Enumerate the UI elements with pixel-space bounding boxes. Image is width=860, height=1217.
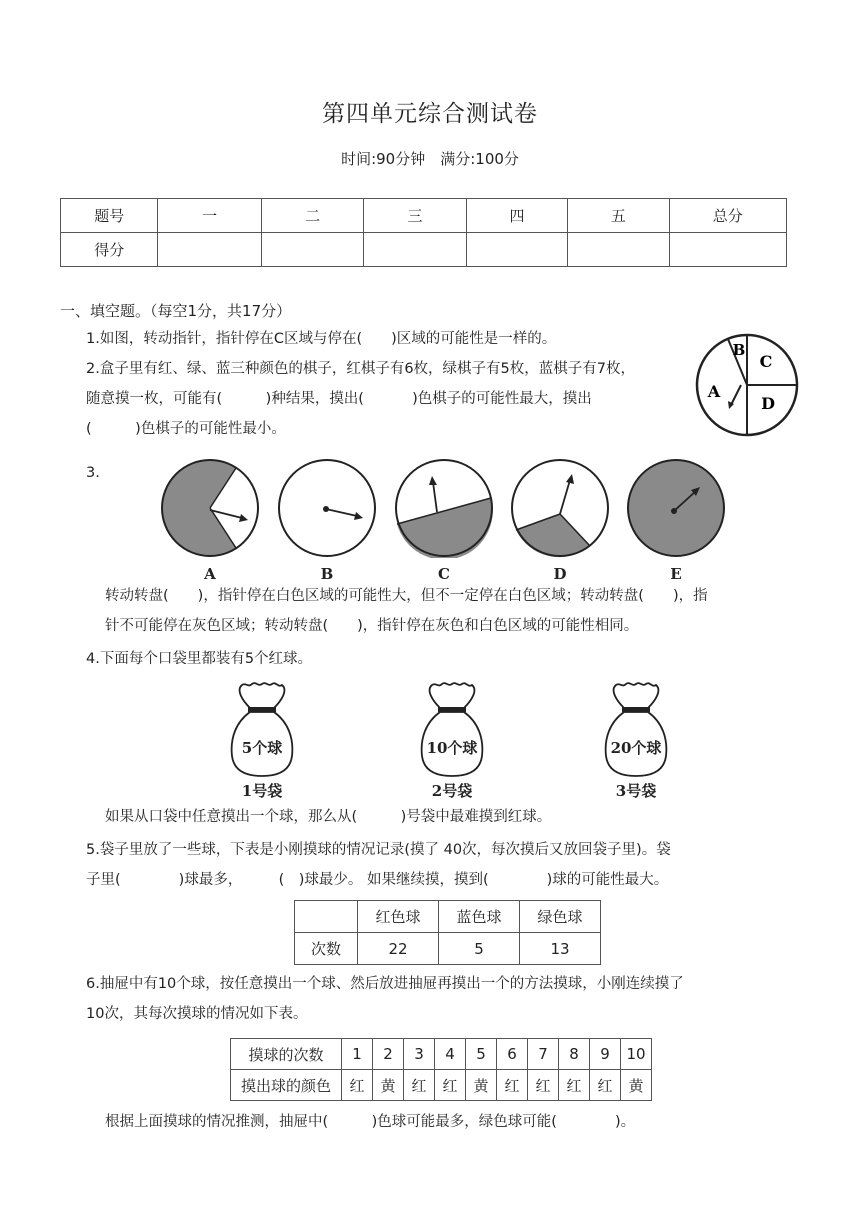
table-cell: 红 [528, 1070, 559, 1101]
table-row [295, 901, 601, 933]
question-4-ask: 如果从口袋中任意摸出一个球，那么从( )号袋中最难摸到红球。 [105, 809, 552, 825]
table-cell: 2 [373, 1039, 404, 1070]
ball-count-table [294, 900, 601, 965]
question-2-line: 随意摸一枚，可能有( )种结果，摸出( )色棋子的可能性最大，摸出 [86, 391, 592, 407]
dial-c [394, 458, 494, 558]
score-header-cell: 一 [158, 199, 261, 233]
table-cell: 黄 [373, 1070, 404, 1101]
bag-1-illustration [228, 680, 296, 778]
table-cell: 红 [497, 1070, 528, 1101]
bag-2-content: 10个球 [426, 739, 478, 757]
question-3-line: 转动转盘( )，指针停在白色区域的可能性大，但不一定停在白色区域；转动转盘( )，指 [105, 588, 708, 604]
question-3-line: 针不可能停在灰色区域；转动转盘( )，指针停在灰色和白色区域的可能性相同。 [105, 618, 639, 634]
score-cell[interactable] [364, 233, 466, 267]
dial-label-b: B [320, 565, 334, 583]
score-cell[interactable] [261, 233, 363, 267]
spinner-diagram [694, 333, 800, 437]
table-cell: 红 [404, 1070, 435, 1101]
table-cell: 黄 [466, 1070, 497, 1101]
table-header-cell: 红色球 [358, 901, 439, 933]
exam-time-score: 时间:90分钟 满分:100分 [341, 150, 519, 168]
question-5-line: 子里( )球最多， ( )球最少。 如果继续摸，摸到( )球的可能性最大。 [86, 872, 669, 888]
table-cell: 13 [520, 933, 601, 965]
dial-d [510, 458, 610, 558]
bag-1-content: 5个球 [241, 739, 283, 757]
dial-label-a: A [204, 565, 216, 583]
question-2-line: 2.盒子里有红、绿、蓝三种颜色的棋子，红棋子有6枚，绿棋子有5枚，蓝棋子有7枚， [86, 361, 636, 377]
score-cell[interactable] [158, 233, 261, 267]
table-header-cell: 摸球的次数 [231, 1039, 342, 1070]
table-cell: 22 [358, 933, 439, 965]
spinner-label-b: B [732, 341, 746, 359]
table-header-cell: 摸出球的颜色 [231, 1070, 342, 1101]
table-cell: 6 [497, 1039, 528, 1070]
question-6-ask: 根据上面摸球的情况推测，抽屉中( )色球可能最多，绿色球可能( )。 [105, 1114, 636, 1130]
dial-label-e: E [670, 565, 682, 583]
question-1: 1.如图，转动指针，指针停在C区域与停在( )区域的可能性是一样的。 [86, 331, 557, 347]
score-header-cell: 四 [466, 199, 567, 233]
table-cell: 5 [466, 1039, 497, 1070]
bag-3-label: 3号袋 [615, 782, 657, 800]
bag-3-illustration [602, 680, 670, 778]
table-cell: 9 [590, 1039, 621, 1070]
table-cell: 黄 [621, 1070, 652, 1101]
dial-label-d: D [553, 565, 567, 583]
dial-a [160, 458, 260, 558]
spinner-label-a: A [707, 382, 721, 401]
question-2-line: ( )色棋子的可能性最小。 [86, 421, 286, 437]
table-header-cell: 绿色球 [520, 901, 601, 933]
table-cell: 红 [435, 1070, 466, 1101]
score-cell[interactable] [669, 233, 786, 267]
table-cell: 红 [342, 1070, 373, 1101]
score-header-cell: 总分 [669, 199, 786, 233]
table-cell: 8 [559, 1039, 590, 1070]
table-cell: 红 [559, 1070, 590, 1101]
table-cell [295, 901, 358, 933]
section-heading: 一、填空题。（每空1分，共17分） [60, 302, 292, 320]
table-row [295, 933, 601, 965]
bag-2-illustration [418, 680, 486, 778]
bag-3-content: 20个球 [610, 739, 662, 757]
table-row [231, 1039, 652, 1070]
table-header-cell: 蓝色球 [439, 901, 520, 933]
page-title: 第四单元综合测试卷 [322, 101, 538, 127]
question-6-line: 10次，其每次摸球的情况如下表。 [86, 1006, 308, 1022]
spinner-label-d: D [761, 394, 775, 413]
score-header-cell: 五 [568, 199, 669, 233]
table-row [231, 1070, 652, 1101]
score-table [60, 198, 787, 267]
question-5-line: 5.袋子里放了一些球，下表是小刚摸球的情况记录(摸了 40次，每次摸后又放回袋子里)。袋 [86, 842, 671, 858]
table-cell: 10 [621, 1039, 652, 1070]
score-row-label: 得分 [61, 233, 158, 267]
score-header-cell: 题号 [61, 199, 158, 233]
score-cell[interactable] [466, 233, 567, 267]
dial-e [626, 458, 726, 558]
table-cell: 1 [342, 1039, 373, 1070]
score-cell[interactable] [568, 233, 669, 267]
table-cell: 红 [590, 1070, 621, 1101]
table-cell: 次数 [295, 933, 358, 965]
spinner-label-c: C [759, 352, 773, 371]
score-table-row [61, 233, 787, 267]
dial-b [277, 458, 377, 558]
score-header-cell: 二 [261, 199, 363, 233]
table-cell: 5 [439, 933, 520, 965]
score-header-cell: 三 [364, 199, 466, 233]
question-3-number: 3. [86, 465, 100, 481]
bag-2-label: 2号袋 [431, 782, 473, 800]
table-cell: 3 [404, 1039, 435, 1070]
question-4: 4.下面每个口袋里都装有5个红球。 [86, 651, 313, 667]
table-cell: 4 [435, 1039, 466, 1070]
dial-label-c: C [438, 565, 450, 583]
score-table-header-row [61, 199, 787, 233]
table-cell: 7 [528, 1039, 559, 1070]
draw-record-table [230, 1038, 652, 1101]
question-6-line: 6.抽屉中有10个球，按任意摸出一个球、然后放进抽屉再摸出一个的方法摸球，小刚连续摸了 [86, 976, 684, 992]
bag-1-label: 1号袋 [241, 782, 283, 800]
